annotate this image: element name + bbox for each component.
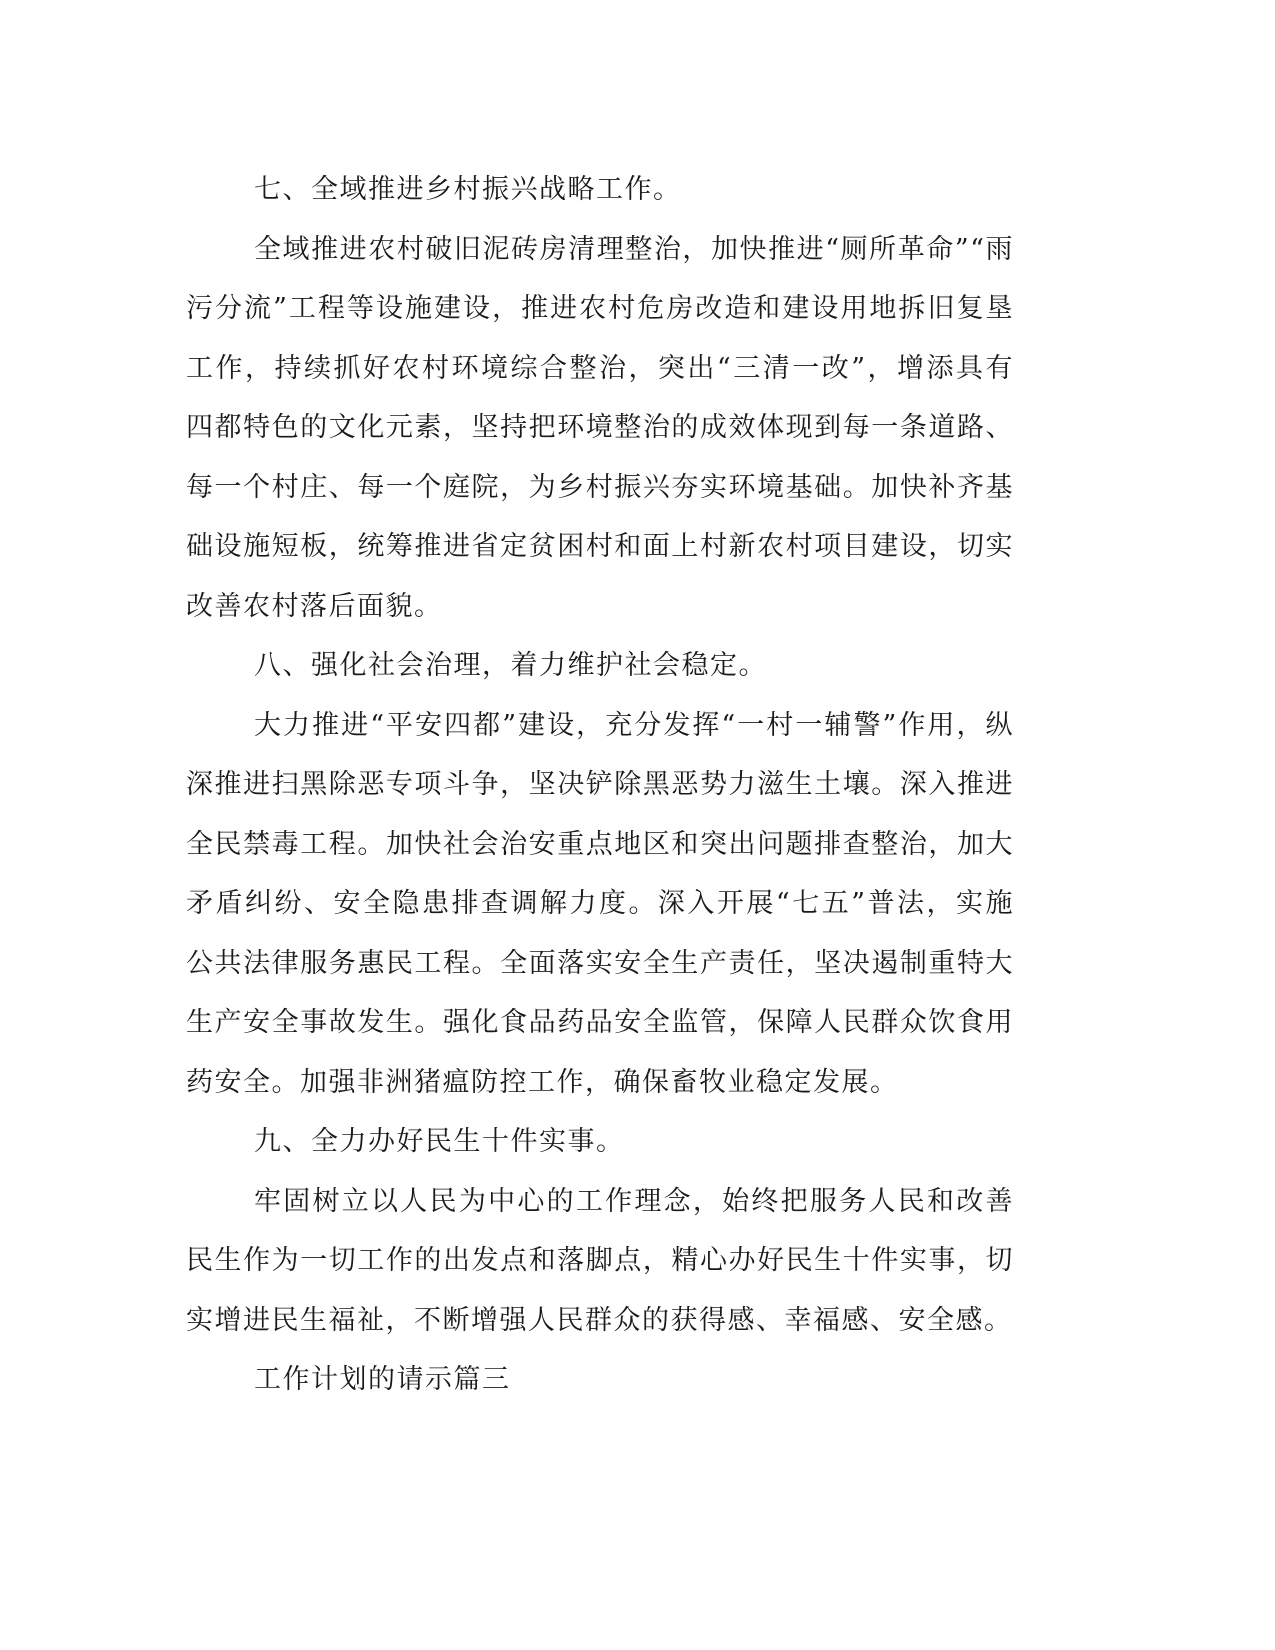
paragraph-social-governance: 大力推进“平安四都”建设，充分发挥“一村一辅警”作用，纵深推进扫黑除恶专项斗争，坚决铲除黑恶势力滋生土壤。深入推进全民禁毒工程。加快社会治安重点地区和突出问题排查整治，加大矛盾纠纷、安全隐患排查调解力度。深入开展“七五”普法，实施公共法律服务惠民工程。全面落实安全生产责任，坚决遏制重特大生产安全事故发生。强化食品药品安全监管，保障人民群众饮食用药安全。加强非洲猪瘟防控工作，确保畜牧业稳定发展。 (186, 709, 1014, 1098)
section-heading-8: 八、强化社会治理，着力维护社会稳定。 (254, 650, 767, 681)
paragraph-rural-revitalization: 全域推进农村破旧泥砖房清理整治，加快推进“厕所革命”“雨污分流”工程等设施建设，推进农村危房改造和建设用地拆旧复垦工作，持续抓好农村环境综合整治，突出“三清一改”，增添具有四都特色的文化元素，坚持把环境整治的成效体现到每一条道路、每一个村庄、每一个庭院，为乡村振兴夯实环境基础。加快补齐基础设施短板，统筹推进省定贫困村和面上村新农村项目建设，切实改善农村落后面貌。 (186, 233, 1014, 622)
section-heading-9: 九、全力办好民生十件实事。 (254, 1126, 625, 1157)
paragraph-livelihood: 牢固树立以人民为中心的工作理念，始终把服务人民和改善民生作为一切工作的出发点和落脚点，精心办好民生十件实事，切实增进民生福祉，不断增强人民群众的获得感、幸福感、安全感。 (186, 1185, 1014, 1336)
chapter-title-part-3: 工作计划的请示篇三 (254, 1364, 511, 1395)
section-heading-7: 七、全域推进乡村振兴战略工作。 (254, 174, 682, 205)
document-body (186, 160, 1014, 1410)
